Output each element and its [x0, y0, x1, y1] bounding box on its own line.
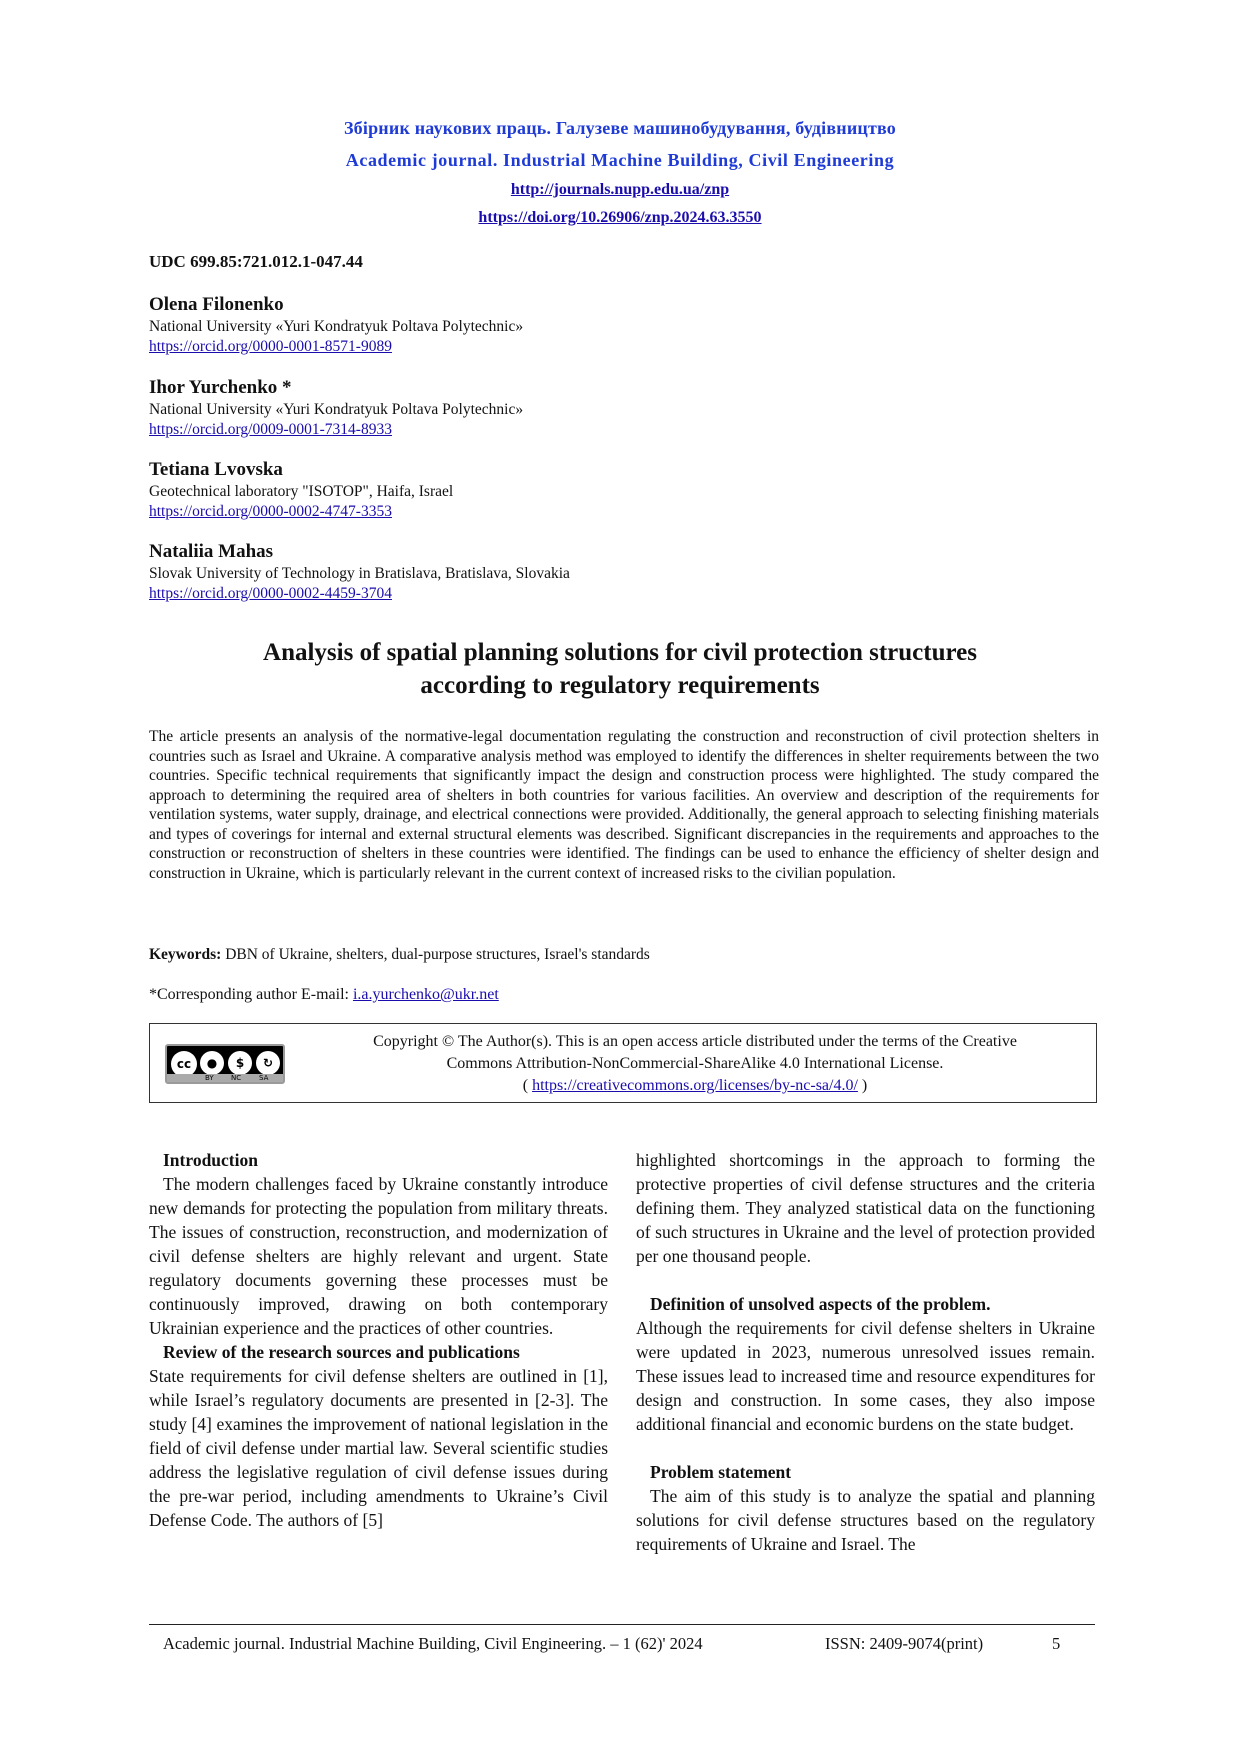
- author-affiliation: National University «Yuri Kondratyuk Poltava Polytechnic»: [149, 318, 524, 335]
- author-name: Ihor Yurchenko *: [149, 377, 292, 398]
- nc-noncommercial-icon: $: [228, 1051, 252, 1075]
- license-link-close: ): [857, 1077, 868, 1094]
- body-column-left: [149, 1148, 608, 1532]
- cc-badge-label: NC: [231, 1074, 242, 1082]
- cc-badge-label: SA: [259, 1074, 269, 1082]
- udc-code: UDC 699.85:721.012.1-047.44: [149, 252, 363, 271]
- article-title-line: Analysis of spatial planning solutions for civil protection structures: [263, 639, 977, 666]
- corresponding-label: *Corresponding author E-mail:: [149, 986, 353, 1003]
- journal-title-english: Academic journal. Industrial Machine Building, Civil Engineering: [345, 150, 895, 170]
- corresponding-email-link[interactable]: i.a.yurchenko@ukr.net: [352, 986, 499, 1003]
- author-orcid-link[interactable]: https://orcid.org/0000-0002-4459-3704: [149, 585, 392, 602]
- footer-journal: Academic journal. Industrial Machine Building, Civil Engineering. – 1 (62)' 2024: [163, 1634, 703, 1653]
- corresponding-author: [149, 985, 1099, 1005]
- author-name: Tetiana Lvovska: [149, 459, 283, 480]
- footer-divider: [149, 1624, 1095, 1625]
- page-number: 5: [1052, 1634, 1061, 1653]
- section-heading-problem-statement: Problem statement: [650, 1462, 792, 1482]
- author-block: [149, 293, 1049, 357]
- author-block: [149, 458, 1049, 522]
- author-affiliation: National University «Yuri Kondratyuk Poltava Polytechnic»: [149, 401, 524, 418]
- author-orcid-link[interactable]: https://orcid.org/0009-0001-7314-8933: [149, 421, 392, 438]
- paragraph-introduction: The modern challenges faced by Ukraine constantly introduce new demands for protecting the population from military threats. The issues of construction, reconstruction, and modernization of civil defense shelters are highly relevant and urgent. State regulatory documents governing these processes must be continuously improved, drawing on both contemporary Ukrainian experience and the practices of other countries.: [149, 1174, 608, 1338]
- cc-icon: cc: [171, 1051, 197, 1077]
- footer-issn: ISSN: 2409-9074(print): [825, 1634, 984, 1653]
- license-link-line: [300, 1075, 1090, 1097]
- author-block: [149, 540, 1049, 604]
- body-column-right: [636, 1148, 1095, 1556]
- article-title: [100, 636, 1140, 702]
- journal-url-link[interactable]: http://journals.nupp.edu.ua/znp: [510, 181, 730, 198]
- paragraph-review: State requirements for civil defense shelters are outlined in [1], while Israel’s regulatory documents are presented in [2-3]. The study [4] examines the improvement of national legislation in the field of civil defense under martial law. Several scientific studies address the legislative regulation of civil defense issues during the pre-war period, including amendments to Ukraine’s Civil Defense Code. The authors of [5]: [149, 1366, 608, 1530]
- doi-line: [0, 209, 1240, 227]
- author-block: [149, 376, 1049, 440]
- section-heading-introduction: Introduction: [163, 1150, 258, 1170]
- author-affiliation: Slovak University of Technology in Bratislava, Bratislava, Slovakia: [149, 565, 570, 582]
- license-text: [300, 1031, 1090, 1097]
- license-line: Commons Attribution-NonCommercial-ShareAlike 4.0 International License.: [446, 1055, 944, 1072]
- paragraph-review-continued: highlighted shortcomings in the approach to forming the protective properties of civil defense structures and the criteria defining them. They analyzed statistical data on the functioning of such structures in Ukraine and the level of protection provided per one thousand people.: [636, 1150, 1095, 1266]
- author-orcid-link[interactable]: https://orcid.org/0000-0001-8571-9089: [149, 338, 392, 355]
- license-line: Copyright © The Author(s). This is an open access article distributed under the terms of the Creative: [373, 1033, 1017, 1050]
- cc-badge-footer: [167, 1074, 283, 1082]
- license-link[interactable]: https://creativecommons.org/licenses/by-nc-sa/4.0/: [532, 1077, 858, 1094]
- author-name: Olena Filonenko: [149, 294, 284, 315]
- paragraph-problem-statement: The aim of this study is to analyze the spatial and planning solutions for civil defense structures based on the regulatory requirements of Ukraine and Israel. The: [636, 1486, 1095, 1554]
- section-heading-review: Review of the research sources and publications: [163, 1342, 520, 1362]
- by-attribution-icon: ●: [200, 1051, 224, 1075]
- author-affiliation: Geotechnical laboratory "ISOTOP", Haifa, Israel: [149, 483, 454, 500]
- keywords-line: [149, 945, 1099, 965]
- license-link-open: (: [522, 1077, 533, 1094]
- doi-link[interactable]: https://doi.org/10.26906/znp.2024.63.3550: [478, 209, 762, 226]
- abstract: The article presents an analysis of the normative-legal documentation regulating the construction and reconstruction of civil protection shelters in countries such as Israel and Ukraine. A comparative analysis method was employed to identify the differences in shelter requirements between the two countries. Specific technical requirements that significantly impact the design and construction process were highlighted. The study compared the approach to determining the required area of shelters in both countries for various facilities. An overview and description of the requirements for ventilation systems, water supply, drainage, and electrical connections were provided. Additionally, the general approach to selecting finishing materials and types of coverings for internal and external structural elements was described. Significant discrepancies in the requirements and approaches to the construction or reconstruction of shelters in these countries were identified. The findings can be used to enhance the efficiency of shelter design and construction in Ukraine, which is particularly relevant in the current context of increased risks to the civilian population.: [149, 728, 1099, 882]
- journal-title-ukrainian: Збірник наукових праць. Галузеве машинобудування, будівництво: [343, 118, 896, 138]
- license-box: [149, 1023, 1097, 1103]
- author-name: Nataliia Mahas: [149, 541, 274, 562]
- sa-sharealike-icon: ↻: [256, 1051, 280, 1075]
- journal-url-line: [0, 181, 1240, 199]
- cc-badge-label: BY: [205, 1074, 214, 1082]
- cc-license-badge-icon[interactable]: [165, 1044, 285, 1084]
- keywords-label: Keywords:: [149, 946, 222, 963]
- author-orcid-link[interactable]: https://orcid.org/0000-0002-4747-3353: [149, 503, 392, 520]
- keywords-text: DBN of Ukraine, shelters, dual-purpose structures, Israel's standards: [221, 946, 650, 963]
- article-title-line: according to regulatory requirements: [420, 672, 820, 699]
- section-heading-unsolved: Definition of unsolved aspects of the problem.: [650, 1294, 991, 1314]
- paragraph-unsolved: Although the requirements for civil defense shelters in Ukraine were updated in 2023, numerous unresolved issues remain. These issues lead to increased time and resource expenditures for design and construction. In some cases, they also impose additional financial and economic burdens on the state budget.: [636, 1318, 1095, 1434]
